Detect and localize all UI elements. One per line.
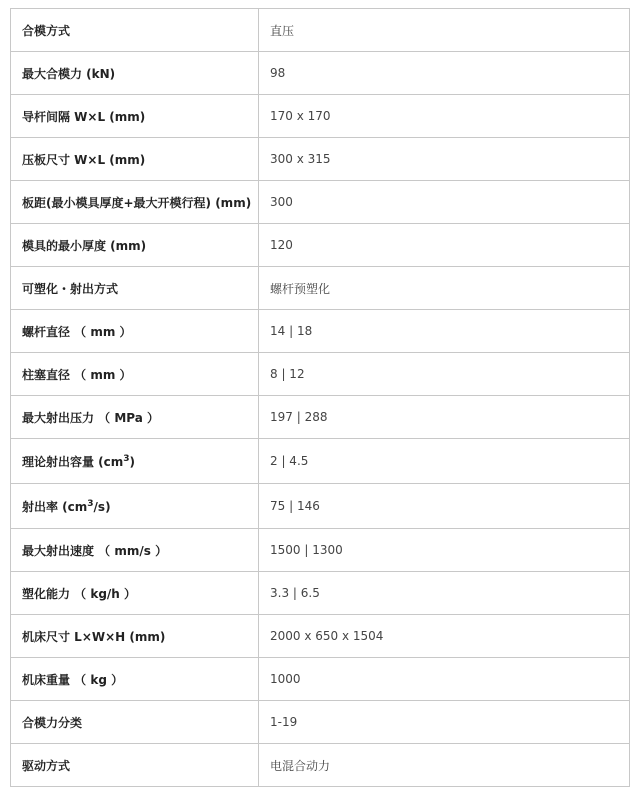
row-label: 机床尺寸 L×W×H (mm)	[11, 615, 259, 658]
row-value: 1500 | 1300	[259, 529, 630, 572]
superscript-3: 3	[123, 453, 130, 464]
row-label: 机床重量 （ kg ）	[11, 658, 259, 701]
row-value: 螺杆预塑化	[259, 267, 630, 310]
row-label: 螺杆直径 （ mm ）	[11, 310, 259, 353]
row-value: 14 | 18	[259, 310, 630, 353]
row-label: 柱塞直径 （ mm ）	[11, 353, 259, 396]
table-row	[11, 353, 630, 396]
row-value: 300 x 315	[259, 138, 630, 181]
row-value: 电混合动力	[259, 744, 630, 787]
table-row	[11, 658, 630, 701]
row-label	[11, 484, 259, 529]
table-row	[11, 615, 630, 658]
row-label: 模具的最小厚度 (mm)	[11, 224, 259, 267]
row-value: 1-19	[259, 701, 630, 744]
row-value: 3.3 | 6.5	[259, 572, 630, 615]
table-row	[11, 181, 630, 224]
spec-table	[10, 8, 630, 787]
row-label-suffix: /s)	[93, 499, 111, 514]
table-row	[11, 52, 630, 95]
row-label-suffix: )	[129, 454, 136, 469]
table-row	[11, 396, 630, 439]
row-label: 压板尺寸 W×L (mm)	[11, 138, 259, 181]
table-row	[11, 138, 630, 181]
row-label: 合模方式	[11, 9, 259, 52]
row-label: 最大合模力 (kN)	[11, 52, 259, 95]
row-value: 120	[259, 224, 630, 267]
table-row	[11, 439, 630, 484]
row-label: 最大射出速度 （ mm/s ）	[11, 529, 259, 572]
table-row	[11, 744, 630, 787]
table-row	[11, 9, 630, 52]
row-label: 驱动方式	[11, 744, 259, 787]
row-value: 75 | 146	[259, 484, 630, 529]
row-value: 2000 x 650 x 1504	[259, 615, 630, 658]
table-row	[11, 95, 630, 138]
row-value: 300	[259, 181, 630, 224]
row-value: 1000	[259, 658, 630, 701]
row-value: 直压	[259, 9, 630, 52]
row-label: 塑化能力 （ kg/h ）	[11, 572, 259, 615]
superscript-3: 3	[87, 498, 94, 509]
row-value: 197 | 288	[259, 396, 630, 439]
table-row	[11, 572, 630, 615]
row-label-text: 理论射出容量 (cm	[22, 454, 124, 469]
row-label	[11, 439, 259, 484]
table-row	[11, 701, 630, 744]
row-label: 导杆间隔 W×L (mm)	[11, 95, 259, 138]
row-label: 板距(最小模具厚度+最大开模行程) (mm)	[11, 181, 259, 224]
table-row	[11, 267, 630, 310]
row-label: 最大射出压力 （ MPa ）	[11, 396, 259, 439]
table-row	[11, 310, 630, 353]
row-value: 98	[259, 52, 630, 95]
row-label-text: 射出率 (cm	[22, 499, 88, 514]
table-row	[11, 224, 630, 267]
table-row	[11, 529, 630, 572]
row-value: 2 | 4.5	[259, 439, 630, 484]
table-row	[11, 484, 630, 529]
row-label: 可塑化・射出方式	[11, 267, 259, 310]
row-value: 170 x 170	[259, 95, 630, 138]
row-label: 合模力分类	[11, 701, 259, 744]
row-value: 8 | 12	[259, 353, 630, 396]
